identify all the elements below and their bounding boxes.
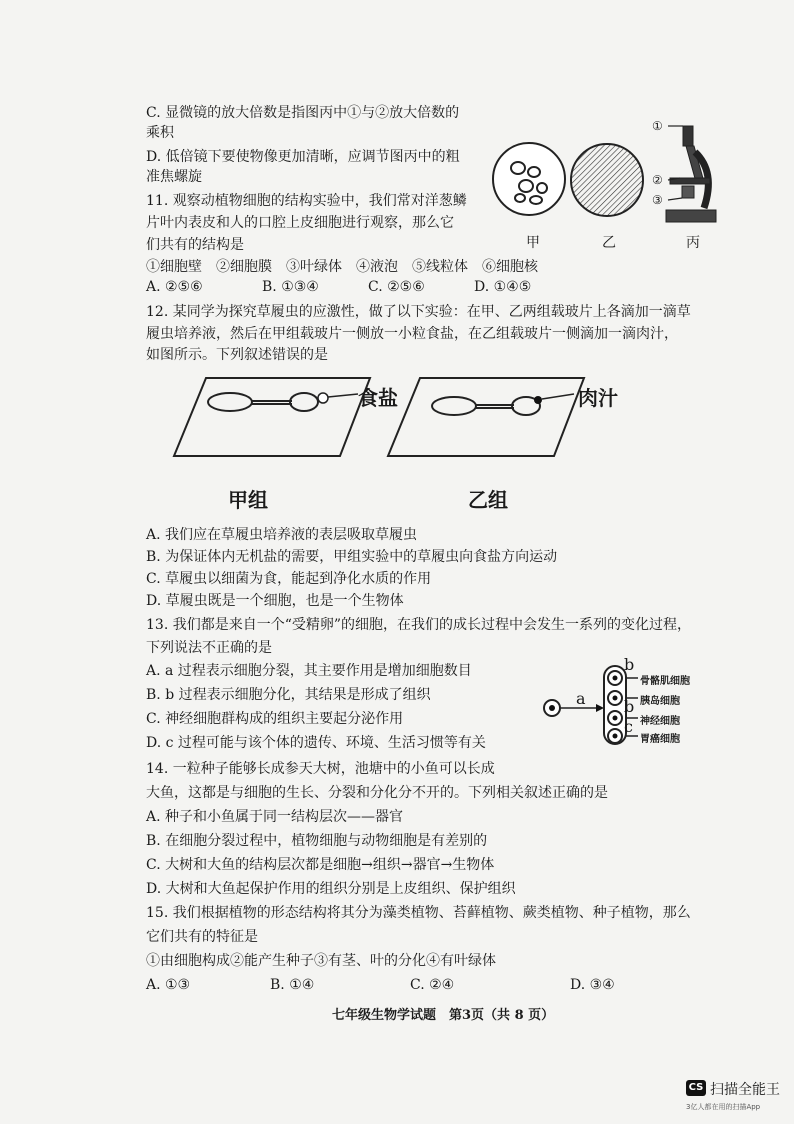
q12-option-a: A. 我们应在草履虫培养液的表层吸取草履虫 [146, 527, 418, 543]
q13-option-b: B. b 过程表示细胞分化，其结果是形成了组织 [146, 687, 431, 703]
label-broth: 肉汁 [578, 386, 618, 410]
q13-option-c: C. 神经细胞群构成的组织主要起分泌作用 [146, 711, 404, 727]
label-group-yi: 乙组 [468, 488, 508, 512]
q14-option-a: A. 种子和小鱼属于同一结构层次——器官 [146, 809, 404, 825]
slide-jia [174, 378, 370, 456]
q12-option-c: C. 草履虫以细菌为食，能起到净化水质的作用 [146, 571, 432, 587]
q10-option-d-line1: D. 低倍镜下要使物像更加清晰，应调节图丙中的粗 [146, 149, 460, 165]
q15-option-a: A. ①③ [146, 977, 191, 993]
q11-stem-line2: 片叶内表皮和人的口腔上皮细胞进行观察，那么它 [146, 215, 454, 231]
label-jia: 甲 [526, 235, 540, 251]
q12-option-b: B. 为保证体内无机盐的需要，甲组实验中的草履虫向食盐方向运动 [146, 549, 558, 565]
microscope-marker-3: ③ [652, 193, 663, 207]
label-yi: 乙 [602, 235, 616, 251]
cell-label-1: 胰岛细胞 [640, 696, 680, 707]
cell-label-2: 神经细胞 [640, 716, 680, 727]
q14-stem-line2: 大鱼，这都是与细胞的生长、分裂和分化分不开的。下列相关叙述正确的是 [146, 785, 608, 801]
q13-stem-line1: 13. 我们都是来自一个“受精卵”的细胞，在我们的成长过程中会发生一系列的变化过程， [146, 617, 692, 633]
label-salt: 食盐 [358, 386, 398, 410]
microscope-figure [490, 112, 730, 240]
label-bing: 丙 [686, 235, 700, 251]
q11-option-b: B. ①③④ [262, 279, 319, 295]
q14-option-d: D. 大树和大鱼起保护作用的组织分别是上皮组织、保护组织 [146, 881, 516, 897]
q14-option-b: B. 在细胞分裂过程中，植物细胞与动物细胞是有差别的 [146, 833, 488, 849]
microscope-icon [666, 126, 716, 222]
page-footer: 七年级生物学试题 第3页（共 8 页） [332, 1008, 555, 1023]
q12-stem-line1: 12. 某同学为探究草履虫的应激性，做了以下实验：在甲、乙两组载玻片上各滴加一滴草 [146, 304, 691, 320]
label-process-a: a [576, 689, 586, 708]
q10-option-c-line1: C. 显微镜的放大倍数是指图丙中①与②放大倍数的 [146, 105, 460, 121]
q15-option-b: B. ①④ [270, 977, 315, 993]
label-process-b-1: b [624, 655, 635, 674]
q10-option-c-line2: 乘积 [146, 125, 174, 141]
slide-yi [388, 378, 584, 456]
q11-stem-line3: 们共有的结构是 [146, 237, 244, 253]
view-jia-circle [493, 143, 565, 215]
q12-stem-line3: 如图所示。下列叙述错误的是 [146, 347, 328, 363]
q12-option-d: D. 草履虫既是一个细胞，也是一个生物体 [146, 593, 404, 609]
camscanner-logo: CS [686, 1080, 706, 1096]
label-process-b-2: b [624, 697, 635, 716]
cell-label-3: 胃癌细胞 [640, 734, 680, 745]
q13-option-d: D. c 过程可能与该个体的遗传、环境、生活习惯等有关 [146, 735, 486, 751]
microscope-marker-2: ② [652, 173, 663, 187]
q11-option-d: D. ①④⑤ [474, 279, 532, 295]
q15-stem-line2: 它们共有的特征是 [146, 929, 258, 945]
q11-option-c: C. ②⑤⑥ [368, 279, 425, 295]
q15-stem-line1: 15. 我们根据植物的形态结构将其分为藻类植物、苔藓植物、蕨类植物、种子植物，那么 [146, 905, 691, 921]
microscope-marker-1: ① [652, 119, 663, 133]
label-process-c: c [624, 717, 633, 736]
q11-stem-line1: 11. 观察动植物细胞的结构实验中，我们常对洋葱鳞 [146, 193, 467, 209]
q11-items: ①细胞壁 ②细胞膜 ③叶绿体 ④液泡 ⑤线粒体 ⑥细胞核 [146, 259, 538, 275]
broth-drop [534, 396, 542, 404]
q12-stem-line2: 履虫培养液，然后在甲组载玻片一侧放一小粒食盐，在乙组载玻片一侧滴加一滴肉汁， [146, 326, 678, 342]
q15-items: ①由细胞构成②能产生种子③有茎、叶的分化④有叶绿体 [146, 953, 496, 969]
camscanner-name: 扫描全能王 [710, 1082, 780, 1098]
q13-stem-line2: 下列说法不正确的是 [146, 640, 272, 656]
cell-label-0: 骨骼肌细胞 [640, 676, 690, 687]
q11-option-a: A. ②⑤⑥ [146, 279, 203, 295]
q14-option-c: C. 大树和大鱼的结构层次都是细胞→组织→器官→生物体 [146, 857, 495, 873]
q14-stem-line1: 14. 一粒种子能够长成参天大树，池塘中的小鱼可以长成 [146, 761, 495, 777]
q15-option-c: C. ②④ [410, 977, 455, 993]
q13-option-a: A. a 过程表示细胞分裂，其主要作用是增加细胞数目 [146, 663, 472, 679]
label-group-jia: 甲组 [228, 488, 268, 512]
q15-option-d: D. ③④ [570, 977, 615, 993]
q10-option-d-line2: 准焦螺旋 [146, 169, 202, 185]
camscanner-tagline: 3亿人都在用的扫描App [686, 1103, 761, 1111]
salt-grain [318, 393, 328, 403]
view-yi-circle [571, 144, 643, 216]
